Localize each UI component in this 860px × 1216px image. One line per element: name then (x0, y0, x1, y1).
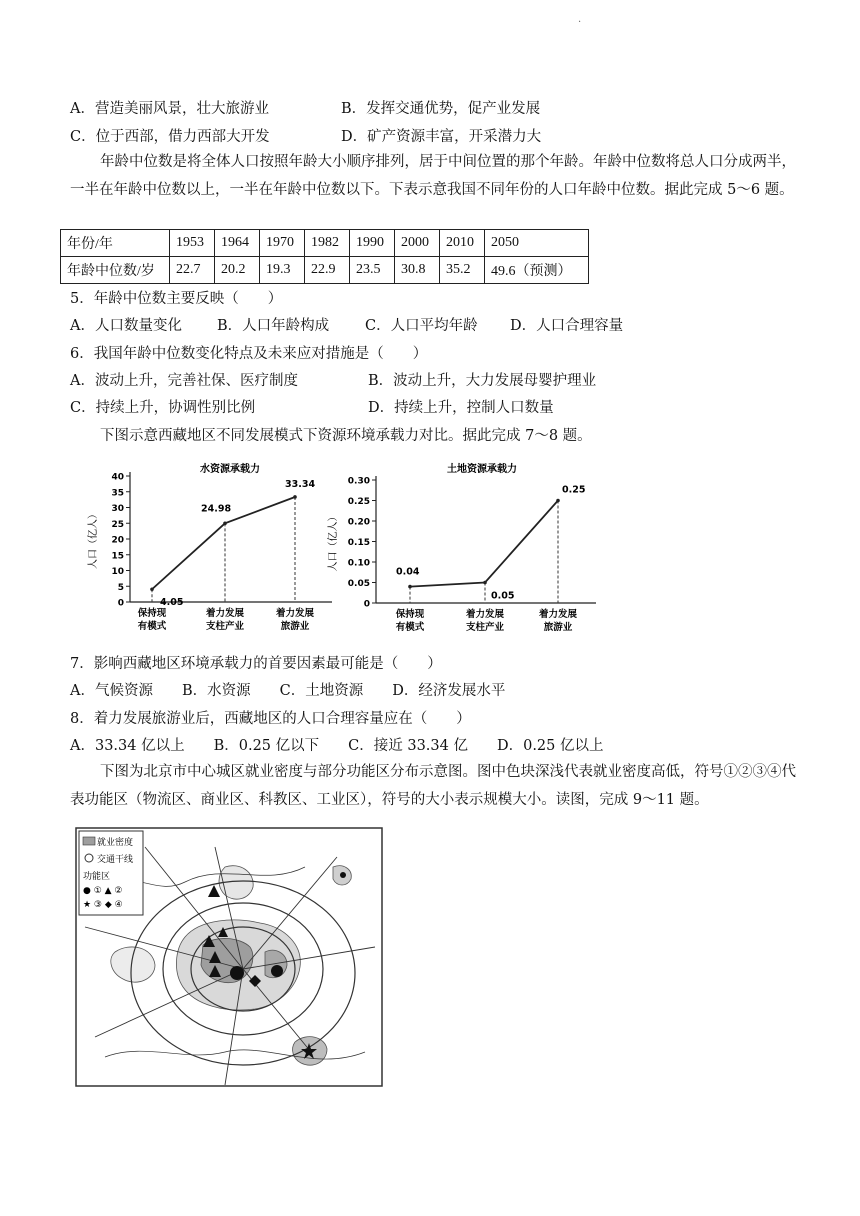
legend-zone: 功能区 (83, 872, 111, 882)
x-tick-label: 着力发展 (538, 609, 578, 620)
y-tick-label: 35 (111, 488, 124, 499)
table-cell-year: 1953 (170, 230, 215, 257)
y-axis-label: 人口（亿人） (88, 509, 99, 569)
q5-option-a: A．人口数量变化 (70, 318, 182, 334)
table-cell-year: 2050 (485, 230, 589, 257)
x-tick-label: 着力发展 (205, 608, 245, 619)
y-tick-label: 25 (111, 519, 124, 530)
y-tick-label: 0.25 (347, 497, 370, 507)
beijing-employment-map (75, 827, 383, 1087)
chart-title: 水资源承载力 (200, 464, 260, 475)
q4-option-a: A．营造美丽风景，壮大旅游业 (70, 101, 269, 117)
data-point (293, 495, 297, 499)
header-dot: . (578, 14, 582, 25)
q6-option-b: B．波动上升，大力发展母婴护理业 (368, 373, 597, 389)
table-cell-year: 1970 (260, 230, 305, 257)
y-tick-label: 0.30 (347, 476, 370, 487)
zone-circle-icon (340, 872, 346, 878)
q5-stem: 5．年龄中位数主要反映（ ） (70, 291, 283, 307)
legend-zone-row1: ● ① ▲ ② (83, 886, 123, 896)
q4-option-d: D．矿产资源丰富，开采潜力大 (341, 129, 542, 145)
data-point (223, 522, 227, 526)
y-tick-label: 10 (111, 567, 124, 577)
data-label: 0.05 (491, 590, 515, 602)
chart-title: 土地资源承载力 (447, 464, 517, 475)
water-capacity-chart (82, 458, 342, 640)
table-cell-median: 23.5 (350, 257, 395, 284)
legend-traffic: 交通干线 (97, 855, 134, 865)
intro-q5-6 (70, 148, 800, 204)
y-tick-label: 20 (111, 535, 124, 546)
table-head-year: 年份/年 (61, 230, 170, 257)
table-cell-year: 2010 (440, 230, 485, 257)
x-tick-label: 有模式 (137, 621, 167, 632)
table-cell-year: 1982 (305, 230, 350, 257)
land-capacity-chart (322, 458, 604, 640)
zone-circle-icon (230, 966, 244, 980)
legend-zone-row2: ★ ③ ◆ ④ (83, 900, 123, 910)
table-cell-median: 22.9 (305, 257, 350, 284)
q7-options: A．气候资源 B．水资源 C．土地资源 D．经济发展水平 (70, 683, 506, 699)
intro-q5-6-text: 年龄中位数是将全体人口按照年龄大小顺序排列，居于中间位置的那个年龄。年龄中位数将总人口分成两半，一半在年龄中位数以上，一半在年龄中位数以下。下表示意我国不同年份的人口年龄中位数。据此完成 5～6 题。 (70, 154, 796, 198)
x-tick-label: 保持现 (395, 609, 425, 620)
x-tick-label: 支柱产业 (465, 622, 505, 633)
q8-options: A．33.34 亿以上 B．0.25 亿以下 C．接近 33.34 亿 D．0.25 亿以上 (70, 738, 604, 754)
table-head-median: 年龄中位数/岁 (61, 257, 170, 284)
table-cell-median: 19.3 (260, 257, 305, 284)
x-tick-label: 着力发展 (275, 608, 315, 619)
q7-stem: 7．影响西藏地区环境承载力的首要因素最可能是（ ） (70, 656, 442, 672)
x-tick-label: 旅游业 (543, 622, 573, 633)
table-cell-median: 22.7 (170, 257, 215, 284)
y-tick-label: 5 (117, 582, 124, 593)
q5-option-d: D．人口合理容量 (510, 318, 624, 334)
table-row-medians (61, 257, 589, 284)
data-label: 4.05 (160, 597, 184, 609)
q4-option-b: B．发挥交通优势，促产业发展 (341, 101, 541, 117)
y-tick-label: 0.10 (347, 558, 370, 569)
y-tick-label: 0.05 (347, 579, 370, 589)
y-tick-label: 0 (117, 598, 124, 609)
intro-q7-8: 下图示意西藏地区不同发展模式下资源环境承载力对比。据此完成 7～8 题。 (100, 428, 592, 444)
data-point (483, 581, 487, 585)
y-tick-label: 0.15 (347, 538, 370, 548)
y-tick-label: 30 (111, 504, 124, 514)
x-tick-label: 旅游业 (280, 621, 310, 632)
q6-stem: 6．我国年龄中位数变化特点及未来应对措施是（ ） (70, 346, 428, 362)
data-label: 33.34 (285, 478, 316, 490)
data-point (556, 499, 560, 503)
table-cell-median: 35.2 (440, 257, 485, 284)
map-svg (75, 827, 383, 1087)
q6-option-c: C．持续上升，协调性别比例 (70, 400, 256, 416)
q6-option-a: A．波动上升，完善社保、医疗制度 (70, 373, 298, 389)
legend-density: 就业密度 (97, 838, 134, 848)
table-cell-year: 1964 (215, 230, 260, 257)
data-label: 24.98 (201, 503, 232, 515)
x-tick-label: 保持现 (137, 608, 167, 619)
data-point (150, 587, 154, 591)
x-tick-label: 支柱产业 (205, 621, 245, 632)
intro-q9-11 (70, 758, 800, 814)
q5-option-c: C．人口平均年龄 (365, 318, 478, 334)
zone-circle-icon (271, 965, 283, 977)
y-tick-label: 0.20 (347, 517, 370, 528)
age-median-table (60, 229, 589, 284)
table-cell-year: 1990 (350, 230, 395, 257)
intro-q9-11-text: 下图为北京市中心城区就业密度与部分功能区分布示意图。图中色块深浅代表就业密度高低，符号①②③④代表功能区（物流区、商业区、科教区、工业区），符号的大小表示规模大小。读图，完成 9～11 题。 (70, 764, 796, 808)
table-cell-median: 30.8 (395, 257, 440, 284)
data-label: 0.04 (396, 566, 420, 578)
data-point (408, 585, 412, 589)
q5-option-b: B．人口年龄构成 (217, 318, 330, 334)
q4-option-c: C．位于西部，借力西部大开发 (70, 129, 270, 145)
x-tick-label: 有模式 (395, 622, 425, 633)
table-cell-year: 2000 (395, 230, 440, 257)
table-cell-median: 49.6（预测） (485, 257, 589, 284)
data-label: 0.25 (562, 484, 586, 496)
y-axis-label: 人口（亿人） (328, 511, 339, 572)
table-cell-median: 20.2 (215, 257, 260, 284)
y-tick-label: 0 (363, 599, 370, 610)
x-tick-label: 着力发展 (465, 609, 505, 620)
land-capacity-svg (322, 458, 604, 640)
y-tick-label: 15 (111, 551, 124, 562)
map-legend (79, 831, 143, 915)
water-capacity-svg (82, 458, 342, 640)
table-row-years (61, 230, 589, 257)
y-tick-label: 40 (111, 472, 124, 483)
series-line (410, 501, 558, 587)
q6-option-d: D．持续上升，控制人口数量 (368, 400, 554, 416)
q8-stem: 8．着力发展旅游业后，西藏地区的人口合理容量应在（ ） (70, 711, 471, 727)
density-swatch (83, 837, 95, 845)
